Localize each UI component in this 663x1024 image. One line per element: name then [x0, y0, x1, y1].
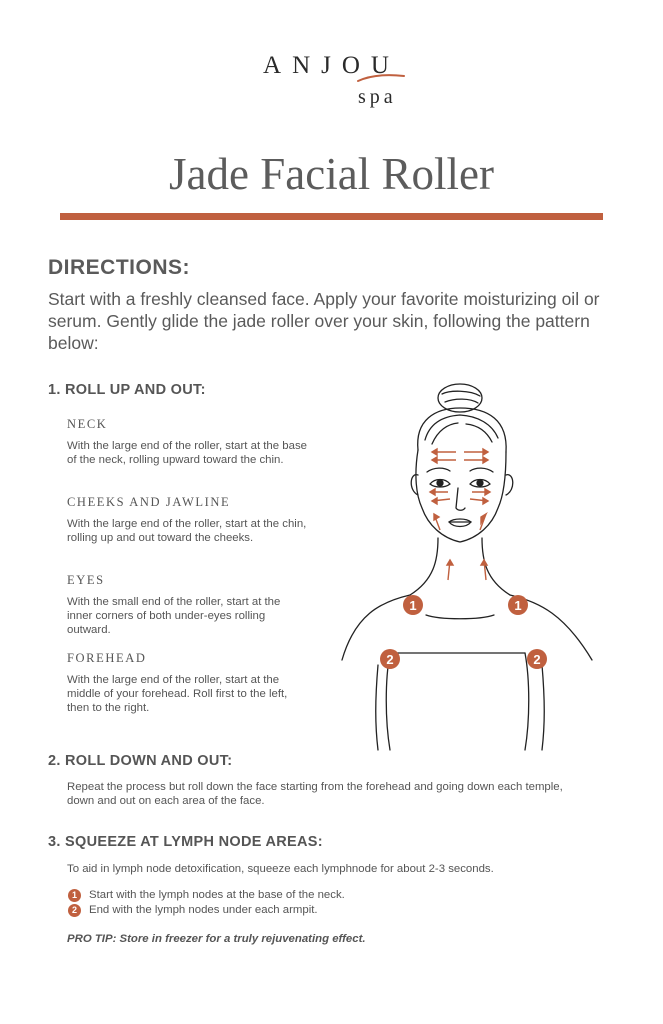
marker-label-1-left: 1 [409, 598, 417, 613]
cheeks-title: CHEEKS AND JAWLINE [67, 495, 231, 509]
face-outline [416, 450, 506, 542]
cheeks-text: With the large end of the roller, start at the chin, rolling up and out toward the cheeks. [67, 518, 307, 544]
marker-label-2-right: 2 [533, 652, 541, 667]
brand-logo-text: ANJOU [263, 52, 400, 79]
neck-left [410, 538, 438, 595]
directions-intro: Start with a freshly cleansed face. Apply your favorite moisturizing oil or serum. Gently glide the jade roller over your skin, following the pattern below: [48, 289, 600, 353]
step2-text: Repeat the process but roll down the face starting from the forehead and going down each temple, down and out on each area of the face. [67, 781, 563, 807]
page-title: Jade Facial Roller [169, 149, 494, 199]
neck-title: NECK [67, 417, 108, 431]
step2-heading: 2. ROLL DOWN AND OUT: [48, 753, 233, 769]
forehead-title: FOREHEAD [67, 651, 147, 665]
step1-heading: 1. ROLL UP AND OUT: [48, 382, 206, 398]
face-diagram [330, 380, 600, 760]
marker-label-2-left: 2 [386, 652, 394, 667]
directions-heading: DIRECTIONS: [48, 256, 190, 279]
forehead-text: With the large end of the roller, start at the middle of your forehead. Roll first to the left, then to the right. [67, 674, 288, 714]
lips [449, 519, 471, 527]
list-item-1: Start with the lymph nodes at the base of the neck. [89, 889, 345, 901]
eyes-title: EYES [67, 573, 105, 587]
eyes-text: With the small end of the roller, start at the inner corners of both under-eyes rolling outward. [67, 596, 281, 636]
list-number-1: 1 [68, 889, 81, 902]
brand-subtitle: spa [358, 86, 397, 108]
step3-text: To aid in lymph node detoxification, squeeze each lymphnode for about 2-3 seconds. [67, 863, 494, 875]
list-item-2: End with the lymph nodes under each armpit. [89, 904, 318, 916]
shoulder-left [342, 595, 410, 660]
pro-tip: PRO TIP: Store in freezer for a truly rejuvenating effect. [67, 933, 366, 945]
list-number-2: 2 [68, 904, 81, 917]
brand-swoosh-icon [356, 72, 406, 84]
step3-heading: 3. SQUEEZE AT LYMPH NODE AREAS: [48, 834, 323, 850]
marker-label-1-right: 1 [514, 598, 522, 613]
title-divider [60, 213, 603, 220]
neck-text: With the large end of the roller, start at the base of the neck, rolling upward toward the chin. [67, 440, 307, 466]
neck-right [482, 538, 510, 595]
